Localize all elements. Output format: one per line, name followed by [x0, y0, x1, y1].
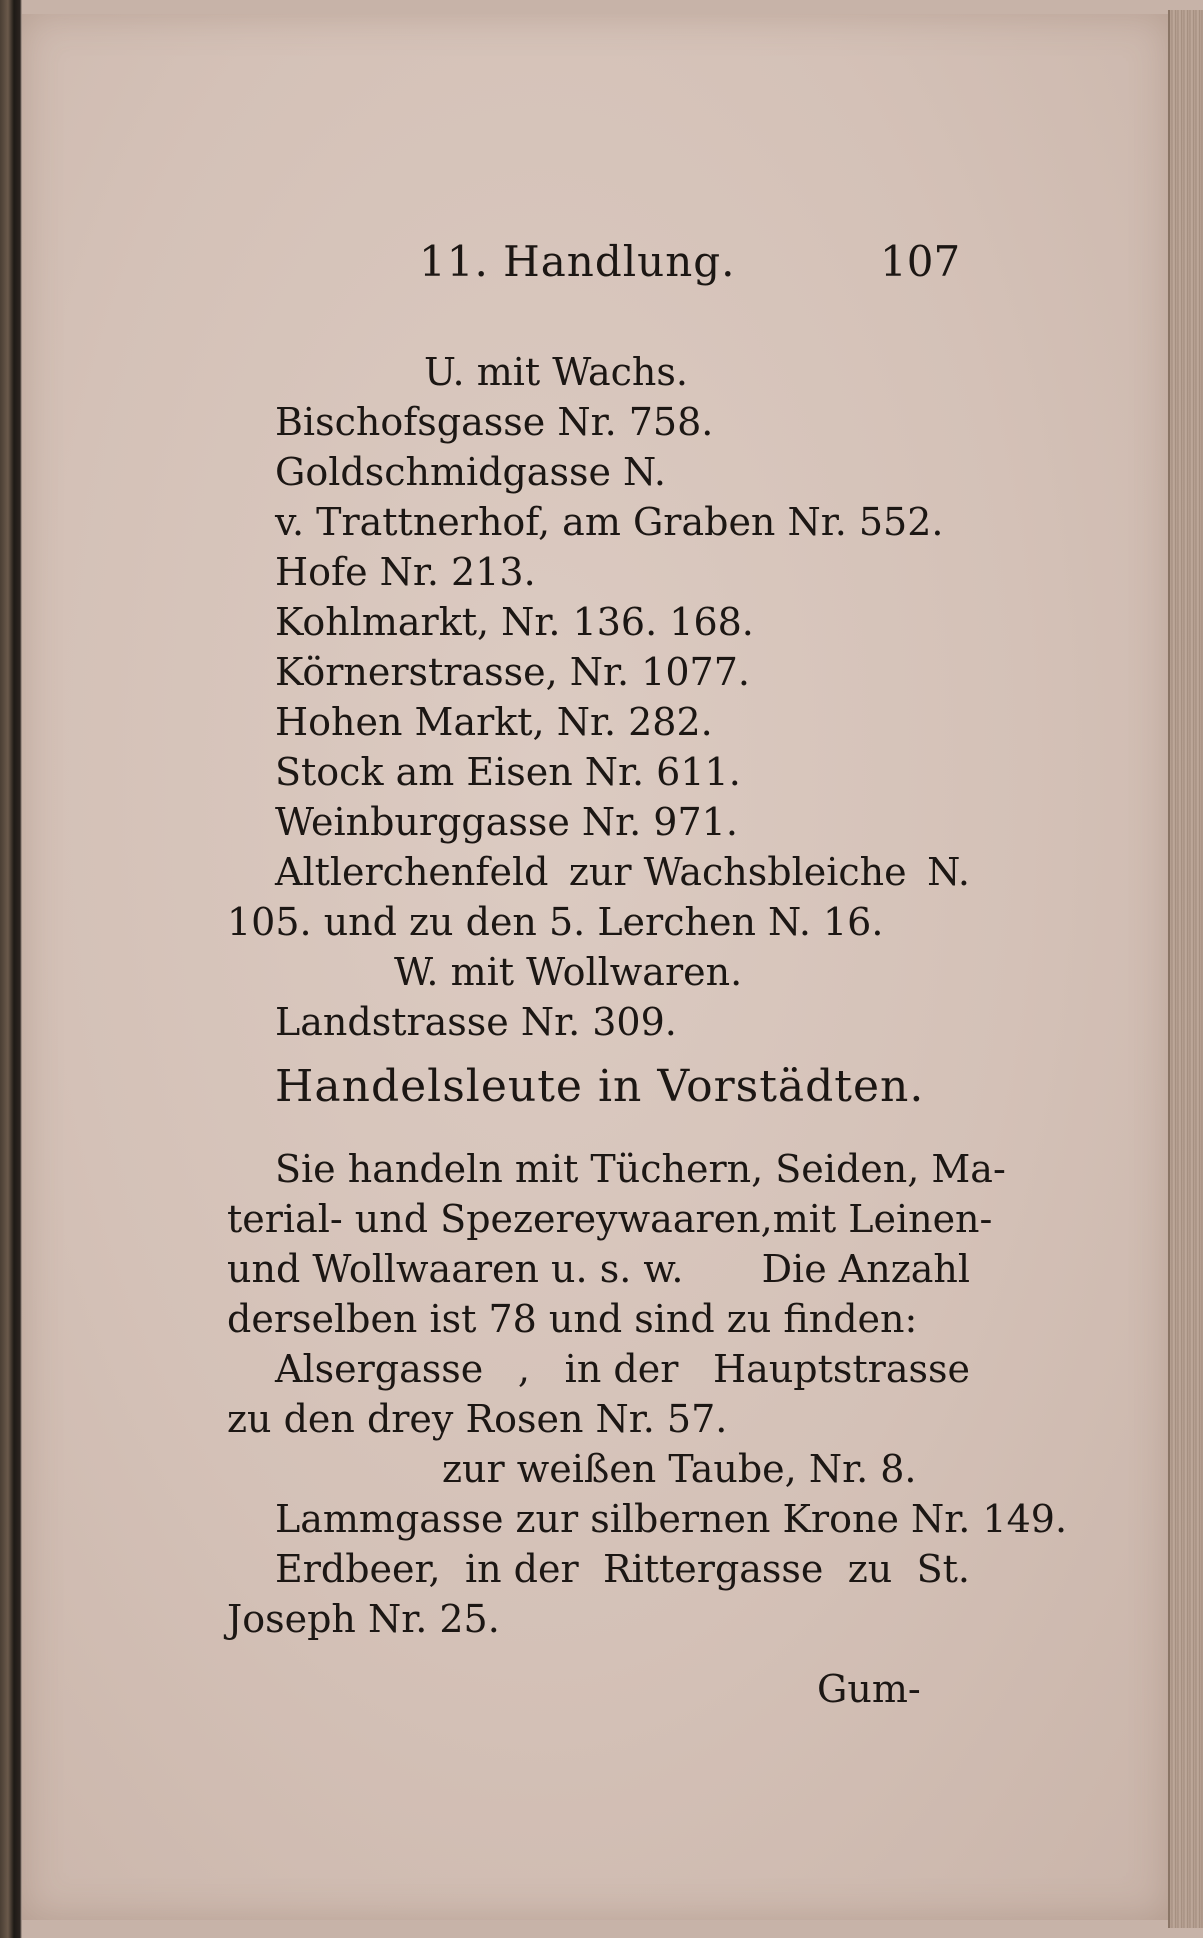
entry-line: Bischofsgasse Nr. 758. [275, 400, 714, 444]
entry-line: Weinburggasse Nr. 971. [275, 800, 738, 844]
entry-word: Altlerchenfeld [275, 850, 549, 894]
paragraph-line: derselben ist 78 und sind zu finden: [227, 1297, 918, 1341]
entry-line: Lammgasse zur silbernen Krone Nr. 149. [275, 1497, 1068, 1541]
entry-word: zur Wachsbleiche [568, 850, 907, 894]
entry-word: in der [564, 1347, 679, 1391]
section-heading-vorstaedte: Handelsleute in Vorstädten. [275, 1061, 925, 1112]
entry-word: N. [927, 850, 970, 894]
page-fore-edge [1168, 10, 1203, 1928]
entry-line: 105. und zu den 5. Lerchen N. 16. [227, 900, 884, 944]
paragraph-line: Sie handeln mit Tüchern, Seiden, Ma- [275, 1147, 1006, 1191]
running-head-title: 11. Handlung. [419, 237, 736, 286]
entry-word: in der [464, 1547, 579, 1591]
entry-word: zu [847, 1547, 893, 1591]
entry-line: Körnerstrasse, Nr. 1077. [275, 650, 750, 694]
entry-alsergasse [275, 1344, 970, 1394]
paragraph-segment: Die Anzahl [761, 1247, 970, 1291]
paragraph-segment: mit Leinen- [772, 1197, 993, 1241]
book-page [22, 14, 1170, 1920]
entry-line: Hohen Markt, Nr. 282. [275, 700, 713, 744]
paragraph-line [227, 1194, 993, 1244]
entry-line: Landstrasse Nr. 309. [275, 1000, 677, 1044]
paragraph-segment: und Wollwaaren u. s. w. [227, 1247, 684, 1291]
section-heading-wachs: U. mit Wachs. [424, 350, 688, 394]
entry-line: Joseph Nr. 25. [227, 1597, 500, 1641]
entry-line: Stock am Eisen Nr. 611. [275, 750, 741, 794]
catchword: Gum- [817, 1667, 921, 1711]
entry-line: zur weißen Taube, Nr. 8. [442, 1447, 917, 1491]
entry-word: , [517, 1347, 530, 1391]
entry-line: v. Trattnerhof, am Graben Nr. 552. [275, 500, 944, 544]
paragraph-line [227, 1244, 970, 1294]
page-number: 107 [880, 237, 961, 286]
entry-word: St. [916, 1547, 970, 1591]
entry-line: Goldschmidgasse N. [275, 450, 666, 494]
page-text [22, 14, 1170, 1920]
entry-line: Hofe Nr. 213. [275, 550, 536, 594]
entry-word: Alsergasse [275, 1347, 484, 1391]
entry-line: Kohlmarkt, Nr. 136. 168. [275, 600, 754, 644]
section-heading-wollwaren: W. mit Wollwaren. [394, 950, 743, 994]
entry-word: Erdbeer, [275, 1547, 441, 1591]
paragraph-segment: terial- und Spezereywaaren, [227, 1197, 773, 1241]
entry-word: Rittergasse [602, 1547, 824, 1591]
entry-word: Hauptstrasse [713, 1347, 970, 1391]
entry-altlerchenfeld [275, 847, 970, 897]
entry-line: zu den drey Rosen Nr. 57. [227, 1397, 728, 1441]
entry-erdbeer [275, 1544, 970, 1594]
